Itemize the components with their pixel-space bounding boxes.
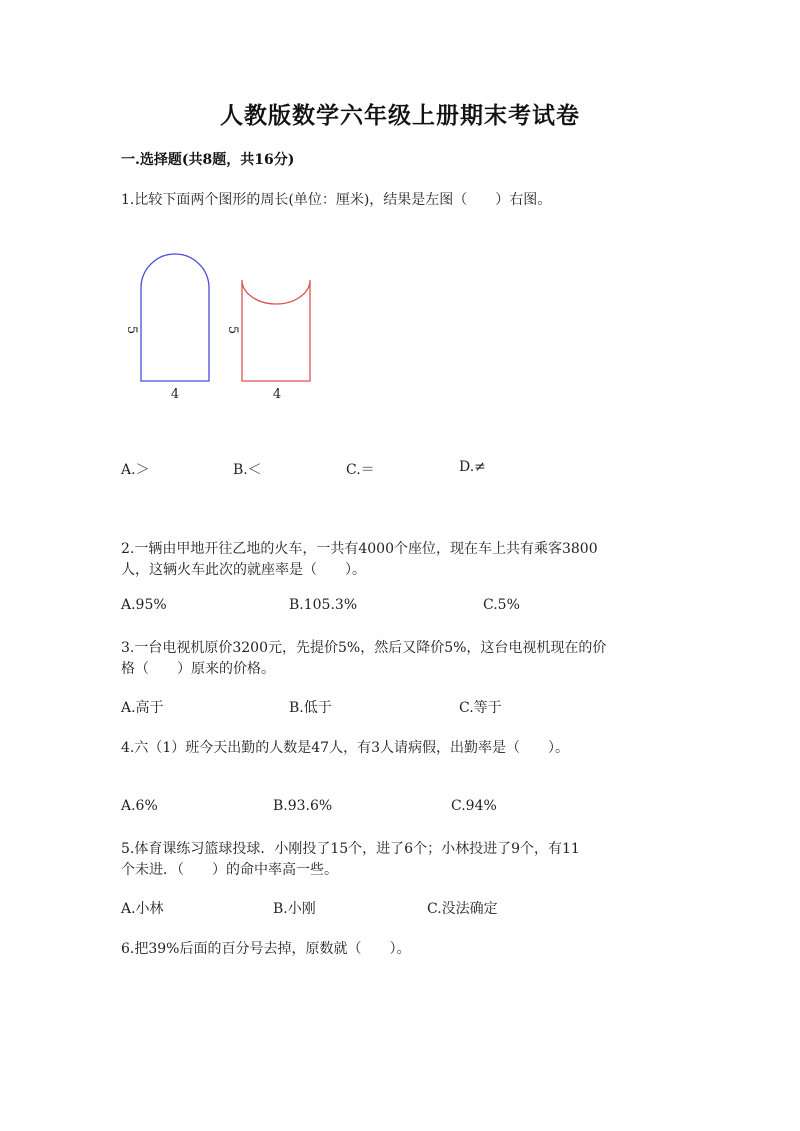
q3-option-a[interactable]: A.高于: [121, 700, 164, 716]
q4-option-b[interactable]: B.93.6%: [273, 798, 333, 814]
question-2-line-2: 人，这辆火车此次的就座率是（ ）。: [121, 562, 366, 578]
question-5-line-2: 个未进．（ ）的命中率高一些。: [121, 862, 338, 878]
page-title: 人教版数学六年级上册期末考试卷: [220, 102, 580, 129]
q5-option-c[interactable]: C.没法确定: [427, 901, 498, 917]
q1-option-c[interactable]: C.＝: [346, 462, 375, 478]
question-6-text: 6.把39%后面的百分号去掉，原数就（ ）。: [121, 941, 411, 957]
right-bottom-label: 4: [272, 387, 282, 402]
question-3-line-2: 格（ ）原来的价格。: [121, 661, 275, 677]
q3-option-c[interactable]: C.等于: [459, 700, 502, 716]
left-side-label: 5: [124, 325, 139, 335]
q1-option-b[interactable]: B.＜: [233, 462, 262, 478]
q2-option-c[interactable]: C.5%: [483, 597, 520, 613]
q1-option-a[interactable]: A.＞: [121, 462, 150, 478]
q3-option-b[interactable]: B.低于: [289, 700, 332, 716]
q1-option-d[interactable]: D.≠: [459, 459, 486, 475]
question-2-line-1: 2.一辆由甲地开往乙地的火车，一共有4000个座位，现在车上共有乘客3800: [121, 541, 598, 557]
q4-option-c[interactable]: C.94%: [451, 798, 497, 814]
perimeter-figure: [0, 0, 800, 420]
right-shape-notched-rectangle: [242, 280, 310, 381]
left-shape-arch-rectangle: [141, 254, 209, 381]
q2-option-a[interactable]: A.95%: [121, 597, 167, 613]
question-5-line-1: 5.体育课练习篮球投球．小刚投了15个，进了6个；小林投进了9个，有11: [121, 841, 580, 857]
q5-option-a[interactable]: A.小林: [121, 901, 164, 917]
question-3-line-1: 3.一台电视机原价3200元，先提价5%，然后又降价5%，这台电视机现在的价: [121, 640, 607, 656]
q2-option-b[interactable]: B.105.3%: [289, 597, 358, 613]
question-1-text: 1.比较下面两个图形的周长(单位：厘米)，结果是左图（ ）右图。: [121, 192, 552, 208]
q5-option-b[interactable]: B.小刚: [273, 901, 316, 917]
q4-option-a[interactable]: A.6%: [121, 798, 158, 814]
question-4-text: 4.六（1）班今天出勤的人数是47人，有3人请病假，出勤率是（ ）。: [121, 740, 569, 756]
right-side-label: 5: [225, 325, 240, 335]
section-heading: 一.选择题(共8题，共16分): [121, 152, 295, 168]
left-bottom-label: 4: [170, 387, 180, 402]
